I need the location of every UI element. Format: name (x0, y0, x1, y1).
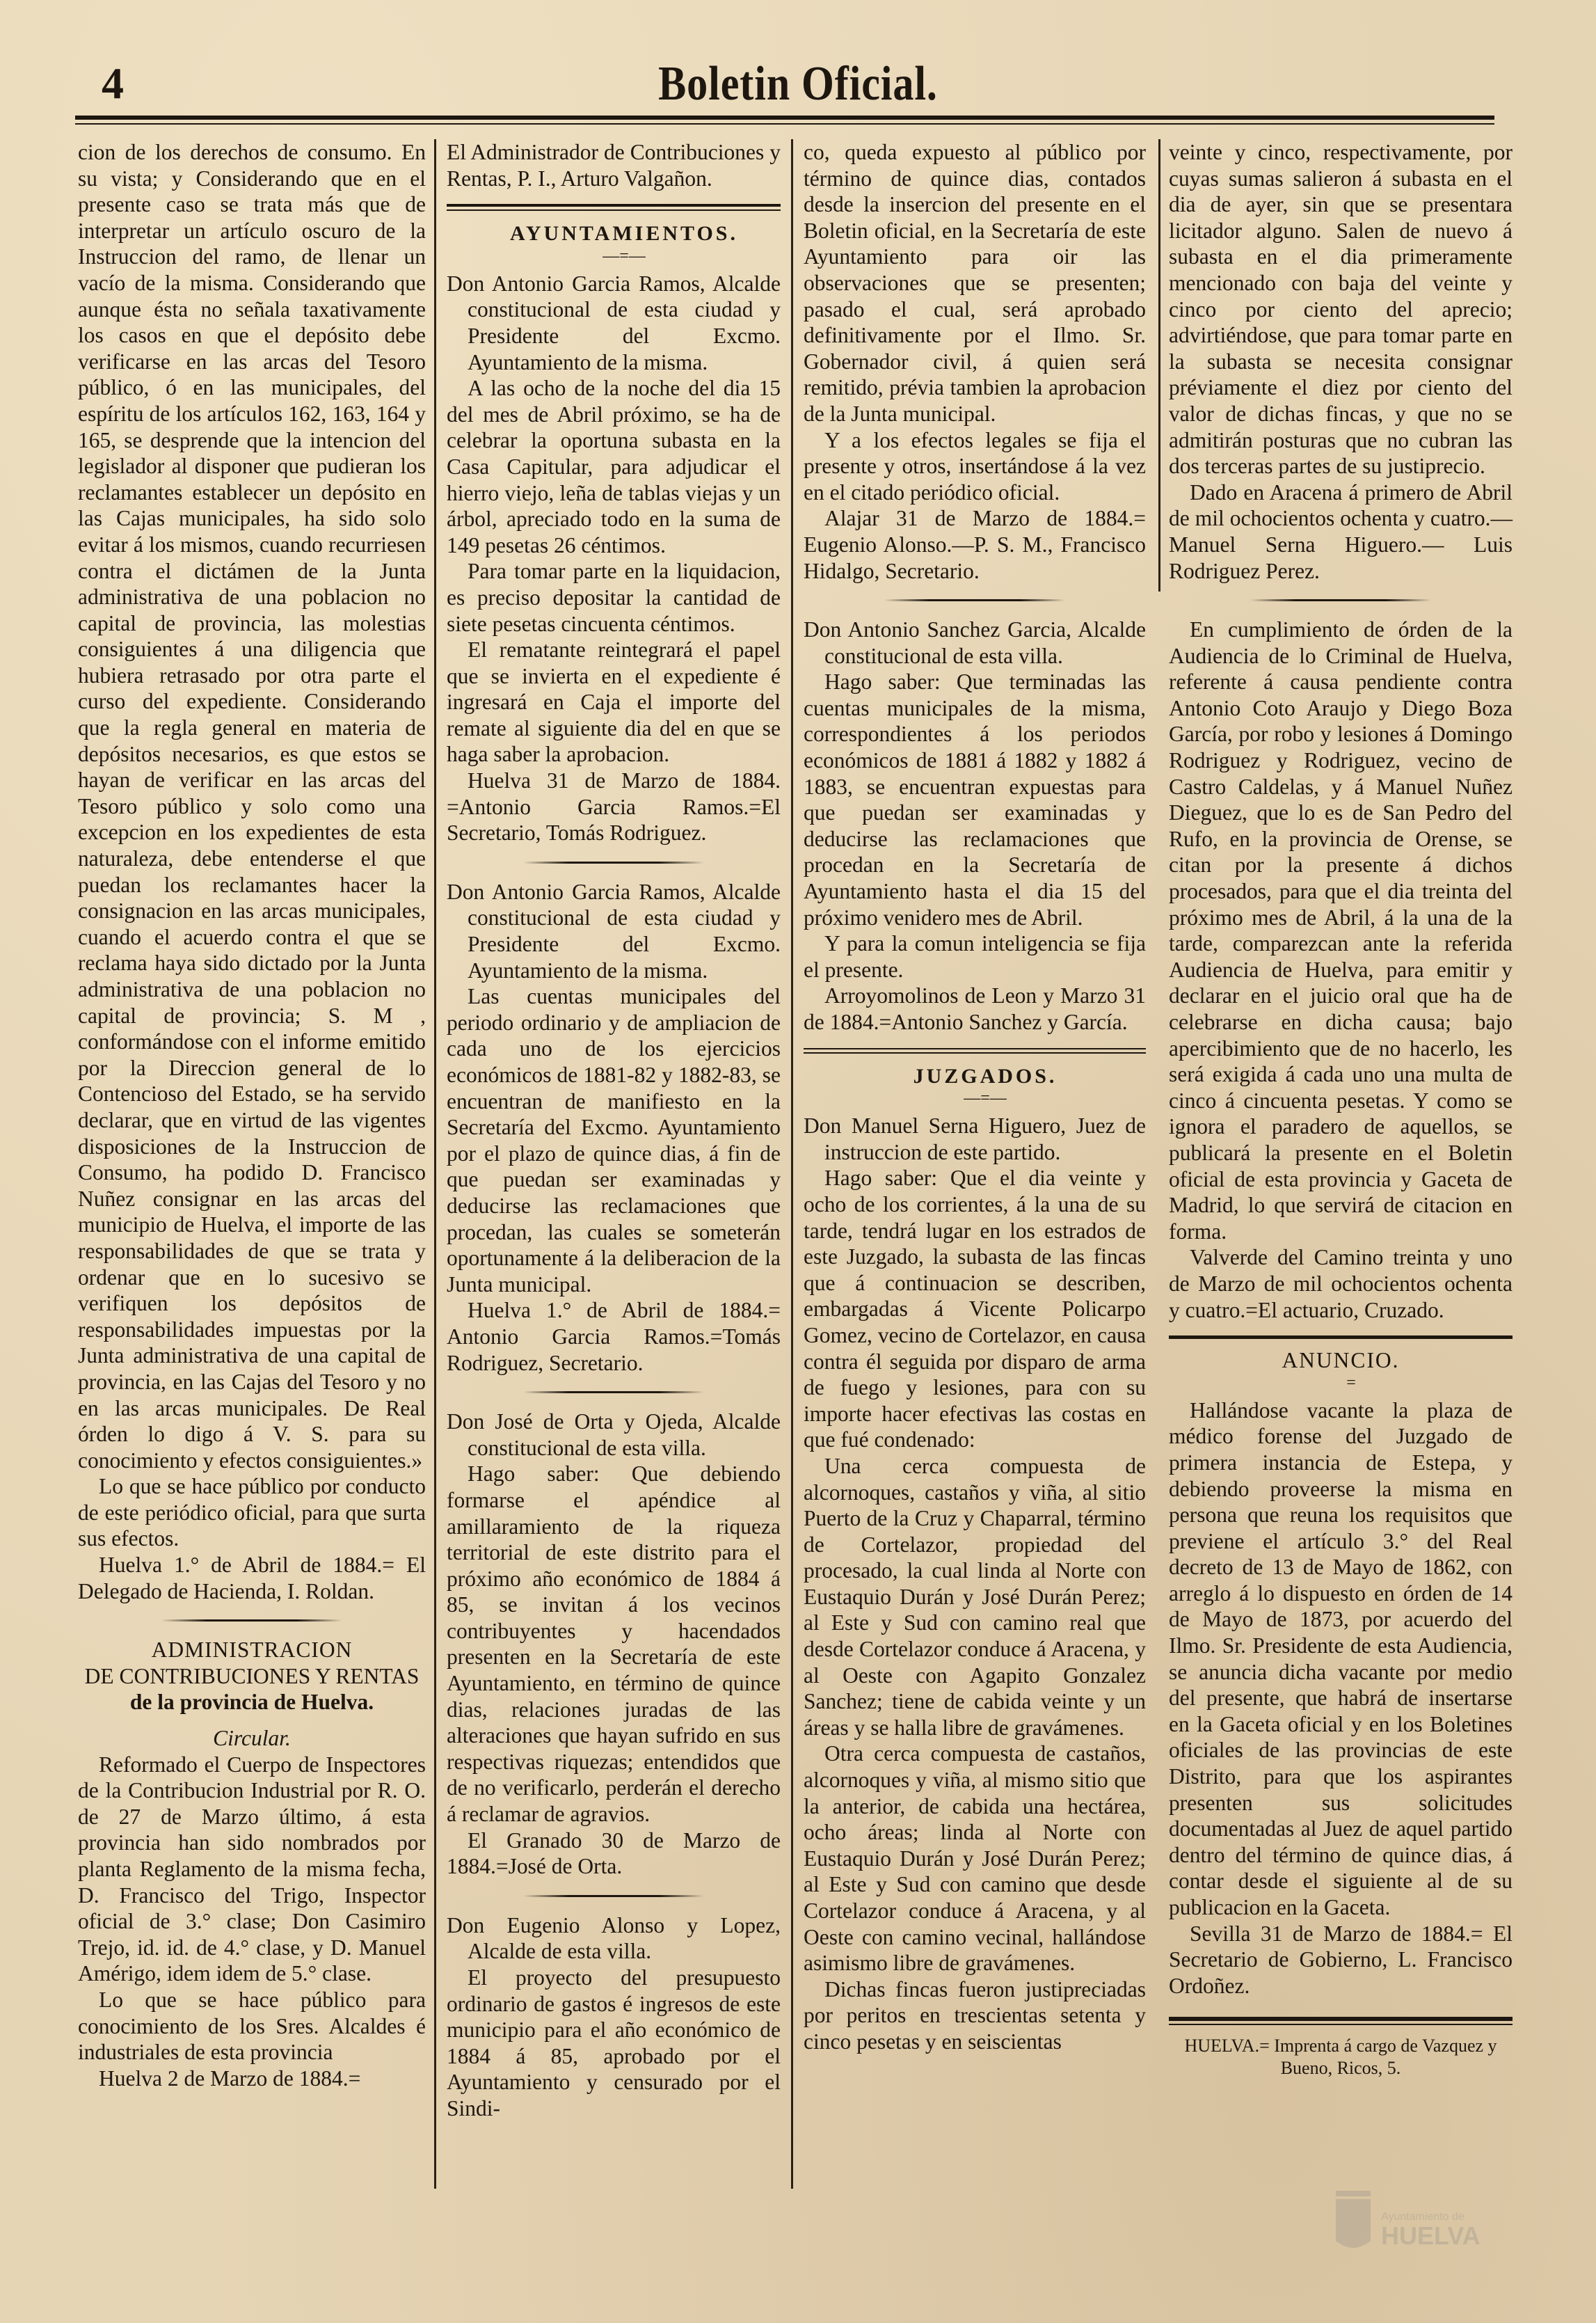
watermark-line-2: HUELVA (1381, 2221, 1481, 2250)
notice-2-body: Las cuentas municipales del periodo ordinario y de ampliacion de cada uno de los ejercicios económicos de 1881-82 y 1882-83, se encuentran de manifiesto en la Secretaría del Excmo. Ayuntamiento por el plazo de quince dias, á fin de que puedan ser examinadas y deducirse las reclamaciones que procedan, las cuales se someterán oportunamente á la deliberacion de la Junta municipal. (447, 984, 781, 1297)
section-rule (804, 1048, 1146, 1049)
notice-3-body: Hago saber: Que debiendo formarse el apéndice al amillaramiento de la riqueza territorial de este distrito para el próximo año económico de 1884 á 85, se invitan á los vecinos contribuyentes y hacendados presenten en la Secretaría de este Ayuntamiento, en término de quince dias, relaciones juradas de las alteraciones que hayan sufrido en sus respectivas riquezas; entendidos que de no verificarlo, perderán el derecho á reclamar de agravios. (447, 1461, 781, 1827)
notice-4-legal: Y a los efectos legales se fija el presente y otros, insertándose á la vez en el citado periódico oficial. (804, 427, 1146, 505)
admin-heading: ADMINISTRACION (151, 1638, 353, 1663)
column-2 (447, 139, 781, 2122)
notice-4-title: Don Eugenio Alonso y Lopez, Alcalde de esta villa. (447, 1912, 781, 1964)
column-1 (78, 139, 426, 2091)
section-rule (447, 204, 781, 207)
hacienda-signature: Huelva 1.° de Abril de 1884.= El Delegado de Hacienda, I. Roldan. (78, 1553, 426, 1603)
judge-title: Don Manuel Serna Higuero, Juez de instruccion de este partido. (804, 1113, 1146, 1164)
printer-imprint: HUELVA.= Imprenta á cargo de Vazquez y Bueno, Ricos, 5. (1184, 2036, 1497, 2079)
anuncio-body: Hallándose vacante la plaza de médico forense del Juzgado de primera instancia de Estepa, y debiendo proveerse la misma en persona que reuna los requisitos que previene el artículo 3.° del Real decreto de 13 de Mayo de 1862, con arreglo á lo dispuesto en órden de 14 de Mayo de 1873, por acuerdo del Ilmo. Sr. Presidente de esta Audiencia, se anuncia dicha vacante por medio del presente, que habrá de insertarse en la Gaceta oficial y en los Boletines oficiales de las provincias de este Distrito, para que los aspirantes presenten sus solicitudes documentadas al Juez de aquel partido dentro del término de quince dias, á contar desde el siguiente al de su publicacion en la Gaceta. (1169, 1397, 1513, 1919)
column-rule-2 (791, 139, 793, 2189)
auction-notice: Hago saber: Que el dia veinte y ocho de los corrientes, á la una de su tarde, tendrá lugar en los estrados de este Juzgado, la subasta de las fincas que á continuacion se describen, embargadas á Vicente Policarpo Gomez, vecino de Cortelazor, en causa contra él seguida por disparo de arma de fuego y lesiones, para con su importe hacer efectivas las costas en que fué condenado: (804, 1166, 1146, 1452)
section-divider (523, 1895, 704, 1897)
section-divider (523, 1391, 704, 1393)
notice-1-body: A las ocho de la noche del dia 15 del mes de Abril próximo, se ha de celebrar la oportuna subasta en la Casa Capitular, para adjudicar el hierro viejo, leña de tablas viejas y un árbol, apreciado todo en la suma de 149 pesetas 26 céntimos. (447, 376, 781, 557)
section-divider (523, 862, 704, 864)
juzgados-heading: JUZGADOS. (913, 1064, 1058, 1088)
notice-5-fix: Y para la comun inteligencia se fija el presente. (804, 931, 1146, 982)
notice-1-deposit: Para tomar parte en la liquidacion, es preciso depositar la cantidad de siete pesetas cincuenta céntimos. (447, 559, 781, 636)
auction-signature: Dado en Aracena á primero de Abril de mil ochocientos ochenta y cuatro.—Manuel Serna Higuero.— Luis Rodriguez Perez. (1169, 479, 1513, 583)
anuncio-signature: Sevilla 31 de Marzo de 1884.= El Secretario de Gobierno, L. Francisco Ordoñez. (1169, 1921, 1513, 1998)
notice-3-signature: El Granado 30 de Marzo de 1884.=José de Orta. (447, 1828, 781, 1879)
ayuntamientos-heading: AYUNTAMIENTOS. (509, 222, 738, 246)
section-divider (161, 1619, 342, 1622)
heading-ornament: —=— (964, 1089, 1007, 1108)
notice-4-continued: co, queda expuesto al público por término de quince dias, contados desde la insercion del presente en el Boletin oficial, en la Secretaría de este Ayuntamiento para oir las observaciones que se presenten; pasado el cual, será aprobado definitivamente por el Ilmo. Sr. Gobernador civil, á quien será remitido, prévia tambien la aprobacion de la Junta municipal. (804, 140, 1146, 426)
auction-continued: veinte y cinco, respectivamente, por cuyas sumas salieron á subasta en el dia de ayer, sin que se presentara licitador alguno. Salen de nuevo á subasta en el dia primeramente mencionado con baja del veinte y cinco por ciento del aprecio; advirtiéndose, que para tomar parte en la subasta se necesita consignar préviamente el diez por ciento del valor de dichas fincas, y que no se admitirán posturas que no cubran las dos terceras partes de su justiprecio. (1169, 140, 1513, 479)
circular-text: Reformado el Cuerpo de Inspectores de la Contribucion Industrial por R. O. de 27 de Marzo último, á esta provincia han sido nombrados por planta Reglamento de la misma fecha, D. Francisco del Trigo, Inspector oficial de 3.° clase; Don Casimiro Trejo, id. id. de 4.° clase, y D. Manuel Amérigo, idem idem de 5.° clase. (78, 1752, 426, 1986)
watermark-line-1: Ayuntamiento de (1381, 2211, 1465, 2223)
column-3 (804, 139, 1146, 2055)
section-rule-thin (804, 1052, 1146, 1054)
column-rule-3 (1158, 139, 1160, 592)
notice-2-title: Don Antonio Garcia Ramos, Alcalde constitucional de esta ciudad y Presidente del Excmo. Ayuntamiento de la misma. (447, 879, 781, 983)
notice-4-body: El proyecto del presupuesto ordinario de gastos é ingresos de este municipio para el año económico de 1884 á 85, aprobado por el Ayuntamiento y censurado por el Sindi- (447, 1965, 781, 2120)
footer-rule (1169, 2017, 1513, 2021)
audiencia-signature: Valverde del Camino treinta y uno de Marzo de mil ochocientos ochenta y cuatro.=El actuario, Cruzado. (1169, 1245, 1513, 1322)
notice-3-title: Don José de Orta y Ojeda, Alcalde constitucional de esta villa. (447, 1409, 781, 1460)
audiencia-citation: En cumplimiento de órden de la Audiencia de lo Criminal de Huelva, referente á causa pendiente contra Antonio Coto Araujo y Diego Boza García, por robo y lesiones á Domingo Rodriguez y Rodriguez, vecino de Castro Caldelas, y á Manuel Nuñez Dieguez, que lo es de San Pedro del Rufo, en la provincia de Orense, se citan por la presente á dichos procesados, para que el dia treinta del próximo mes de Abril, á la una de la tarde, comparezcan ante la referida Audiencia de Huelva, para emitir y declarar en el juicio oral que ha de celebrarse en dicha causa; bajo apercibimiento que de no hacerlo, les será exigida á cada uno una multa de cinco á cincuenta pesetas. Y como se ignora el paradero de aquellos, se publicará la presente en el Boletin oficial de esta provincia y Gaceta de Madrid, lo que servirá de citacion en forma. (1169, 617, 1513, 1244)
header-rule-thin (75, 123, 1494, 125)
section-rule (1169, 1335, 1513, 1339)
property-1: Una cerca compuesta de alcornoques, castaños y viña, al sitio Puerto de la Cruz y Chaparral, término de Cortelazor, propiedad del procesado, la cual linda al Norte con Eustaquio Durán y José Durán Perez; al Este y Sud con camino real que desde Cortelazor conduce á Aracena, y al Oeste con Agapito Gonzalez Sanchez; tiene de cabida veinte y un áreas y se halla libre de gravámenes. (804, 1453, 1146, 1740)
heading-ornament: = (1346, 1373, 1356, 1392)
header-rule (75, 116, 1494, 120)
admin-subheading: DE CONTRIBUCIONES Y RENTAS (84, 1663, 420, 1688)
notice-2-signature: Huelva 1.° de Abril de 1884.= Antonio Garcia Ramos.=Tomás Rodriguez, Secretario. (447, 1298, 781, 1375)
footer-rule-thin (1169, 2024, 1513, 2025)
city-seal-watermark (1315, 2178, 1482, 2304)
circular-date: Huelva 2 de Marzo de 1884.= (99, 2066, 361, 2091)
section-divider (1250, 599, 1431, 601)
hacienda-order-text: cion de los derechos de consumo. En su vista; y Considerando que en el presente caso se trata más que de interpretar un artículo oscuro de la Instruccion del ramo, de llenar un vacío de la misma. Considerando que aunque ésta no señala taxativamente los casos en que el depósito debe verificarse en las arcas del Tesoro público, ó en las municipales, del espíritu de los artículos 162, 163, 164 y 165, se desprende que la intencion del legislador al disponer que pudieran los reclamantes establecer un depósito en las Cajas municipales, ha sido solo evitar á los mismos, cuando recurriesen contra el dictámen de la Junta administrativa de una poblacion no capital de provincia, las molestias consiguientes á una diligencia que hubiera retrasado por otra parte el curso del expediente. Considerando que la regla general en materia de depósitos necesarios, es que estos se hayan de verificar en las arcas del Tesoro público y solo como una excepcion en los expedientes de esta naturaleza, debe entenderse el que puedan los reclamantes hacer la consignacion en las arcas municipales, cuando el acuerdo contra el que se reclama haya sido dictado por la Junta administrativa de una poblacion no capital de provincia; S. M , conformándose con el informe emitido por la Direccion general de lo Contencioso del Estado, se ha servido declarar, que en virtud de las vigentes disposiciones de la Instruccion de Consumo, ha podido D. Francisco Nuñez consignar en las arcas del municipio de Huelva, el importe de las responsabilidades de que se trata y ordenar que en lo sucesivo se verifiquen los depósitos de responsabilidades impuestas por la Junta administrativa de una capital de provincia, en las Cajas del Tesoro y no en las arcas municipales. De Real órden lo digo á V. S. para su conocimiento y efectos consiguientes.» (78, 140, 426, 1473)
notice-1-remate: El rematante reintegrará el papel que se invierta en el expediente é ingresará en Caja el importe del remate al siguiente dia del en que se haga saber la aprobacion. (447, 637, 781, 767)
seal-crown-icon (1336, 2191, 1371, 2196)
circular-publication-note: Lo que se hace público para conocimiento de los Sres. Alcaldes é industriales de esta provincia (78, 1987, 426, 2065)
heading-ornament: —=— (603, 246, 646, 265)
seal-shield-icon (1336, 2199, 1371, 2248)
section-divider (884, 599, 1065, 601)
column-4 (1169, 139, 1513, 2079)
page-number: 4 (102, 58, 124, 108)
admin-province: de la provincia de Huelva. (129, 1690, 374, 1715)
hacienda-publication-note: Lo que se hace público por conducto de este periódico oficial, para que surta sus efectos. (78, 1474, 426, 1551)
notice-5-title: Don Antonio Sanchez Garcia, Alcalde constitucional de esta villa. (804, 617, 1146, 668)
notice-4-signature: Alajar 31 de Marzo de 1884.= Eugenio Alonso.—P. S. M., Francisco Hidalgo, Secretario. (804, 506, 1146, 583)
property-2: Otra cerca compuesta de castaños, alcornoques y viña, al mismo sitio que la anterior, de cabida una hectárea, ocho áreas; linda al Norte con Eustaquio Durán y José Durán Perez; al Este y Sud con camino que desde Cortelazor conduce á Aracena, y al Oeste con camino vecinal, hallándose asimismo libre de gravámenes. (804, 1741, 1146, 1976)
circular-label: Circular. (213, 1726, 291, 1751)
notice-1-signature: Huelva 31 de Marzo de 1884. =Antonio Garcia Ramos.=El Secretario, Tomás Rodriguez. (447, 768, 781, 846)
administrator-signature: El Administrador de Contribuciones y Rentas, P. I., Arturo Valgañon. (447, 140, 781, 191)
notice-5-signature: Arroyomolinos de Leon y Marzo 31 de 1884.=Antonio Sanchez y García. (804, 983, 1146, 1034)
column-rule-1 (434, 139, 436, 2189)
anuncio-heading: ANUNCIO. (1282, 1348, 1400, 1373)
masthead-title: Boletin Oficial. (658, 57, 938, 111)
notice-1-title: Don Antonio Garcia Ramos, Alcalde constitucional de esta ciudad y Presidente del Excmo. Ayuntamiento de la misma. (447, 271, 781, 374)
property-valuation: Dichas fincas fueron justipreciadas por peritos en trescientas setenta y cinco pesetas y en seiscientas (804, 1976, 1146, 2054)
section-rule-thin (447, 209, 781, 211)
notice-5-body: Hago saber: Que terminadas las cuentas municipales de la misma, correspondientes á los periodos económicos de 1881 á 1882 y 1882 á 1883, se encuentran expuestas para que puedan ser examinadas y deducirse las reclamaciones que procedan en la Secretaría de Ayuntamiento hasta el dia 15 del próximo venidero mes de Abril. (804, 669, 1146, 930)
